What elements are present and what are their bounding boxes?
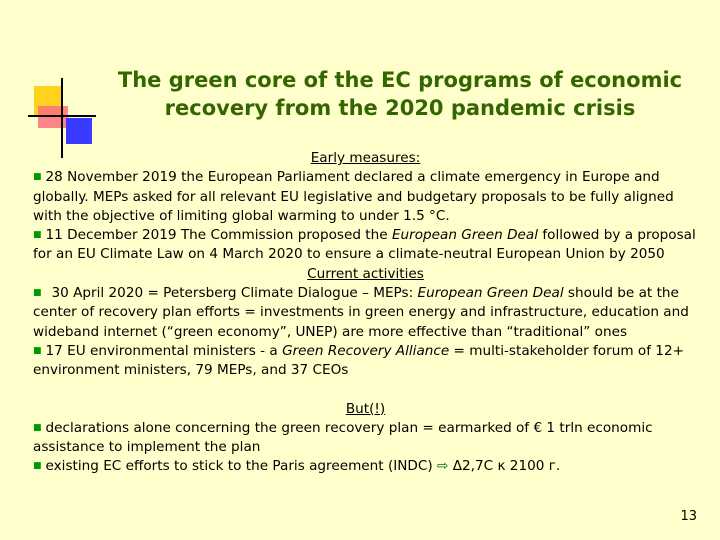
but-heading: But(!) <box>345 400 386 417</box>
current-bullet-1 <box>33 284 698 342</box>
early-bullet-2-text-b: followed by a proposal for an EU Climate Law on 4 March 2020 to ensure a climate-neutral European Union by 2050 <box>33 227 696 263</box>
current-bullet-2-text-a: 17 EU environmental ministers - a <box>45 342 283 359</box>
logo-blue-square <box>66 118 92 144</box>
current-bullet-1-text-a: 30 April 2020 = Petersberg Climate Dialogue – MEPs: <box>51 285 418 302</box>
right-arrow-icon: ⇨ <box>437 458 449 475</box>
but-bullet-2 <box>33 457 698 476</box>
current-bullet-2 <box>33 342 698 381</box>
square-bullet-icon: ■ <box>33 172 42 183</box>
current-bullet-1-emphasis: European Green Deal <box>417 285 564 302</box>
square-bullet-icon: ■ <box>33 461 42 472</box>
but-bullet-2-text-b: Δ2,7C κ 2100 г. <box>448 458 561 475</box>
slide-title-line-1: The green core of the EC programs of economic <box>117 68 683 92</box>
square-bullet-icon: ■ <box>33 288 42 299</box>
logo-red-square <box>38 106 68 128</box>
current-bullet-2-emphasis: Green Recovery Alliance <box>282 342 450 359</box>
early-bullet-2-text-a: 11 December 2019 The Commission proposed the <box>45 227 392 244</box>
logo-vertical-line <box>61 78 63 158</box>
current-activities-heading: Current activities <box>307 265 424 282</box>
current-bullet-2-text-b: = multi-stakeholder forum of 12+ environment ministers, 79 MEPs, and 37 CEOs <box>33 342 684 379</box>
square-bullet-icon: ■ <box>33 422 42 433</box>
section-spacer <box>33 381 698 400</box>
current-bullet-1-text-b: should be at the center of recovery plan efforts = investments in green energy and infrastructure, education and wideband internet (“green economy”, UNEP) are more effective than “traditional” ones <box>33 285 689 340</box>
but-bullet-1 <box>33 419 698 458</box>
early-bullet-2-emphasis: European Green Deal <box>391 227 539 244</box>
early-bullet-1 <box>33 168 698 226</box>
slide-body <box>33 149 698 477</box>
square-bullet-icon: ■ <box>33 230 42 241</box>
square-bullet-icon: ■ <box>33 345 42 356</box>
early-measures-heading: Early measures: <box>310 150 421 166</box>
logo-horizontal-line <box>28 115 96 117</box>
early-bullet-2 <box>33 226 698 265</box>
early-bullet-1-text: 28 November 2019 the European Parliament declared a climate emergency in Europe and globally. MEPs asked for all relevant EU legislative and budgetary proposals to be fully aligned with the objective of limiting global warming to under 1.5 °C. <box>33 169 674 224</box>
but-bullet-2-text-a: existing EC efforts to stick to the Paris agreement (INDC) <box>45 458 438 475</box>
but-bullet-1-text: declarations alone concerning the green recovery plan = earmarked of € 1 trln economic assistance to implement the plan <box>33 419 653 456</box>
slide-title <box>100 66 700 122</box>
page-number: 13 <box>680 509 697 524</box>
slide-title-line-2: recovery from the 2020 pandemic crisis <box>164 96 636 120</box>
colored-squares-logo-icon <box>28 70 98 160</box>
